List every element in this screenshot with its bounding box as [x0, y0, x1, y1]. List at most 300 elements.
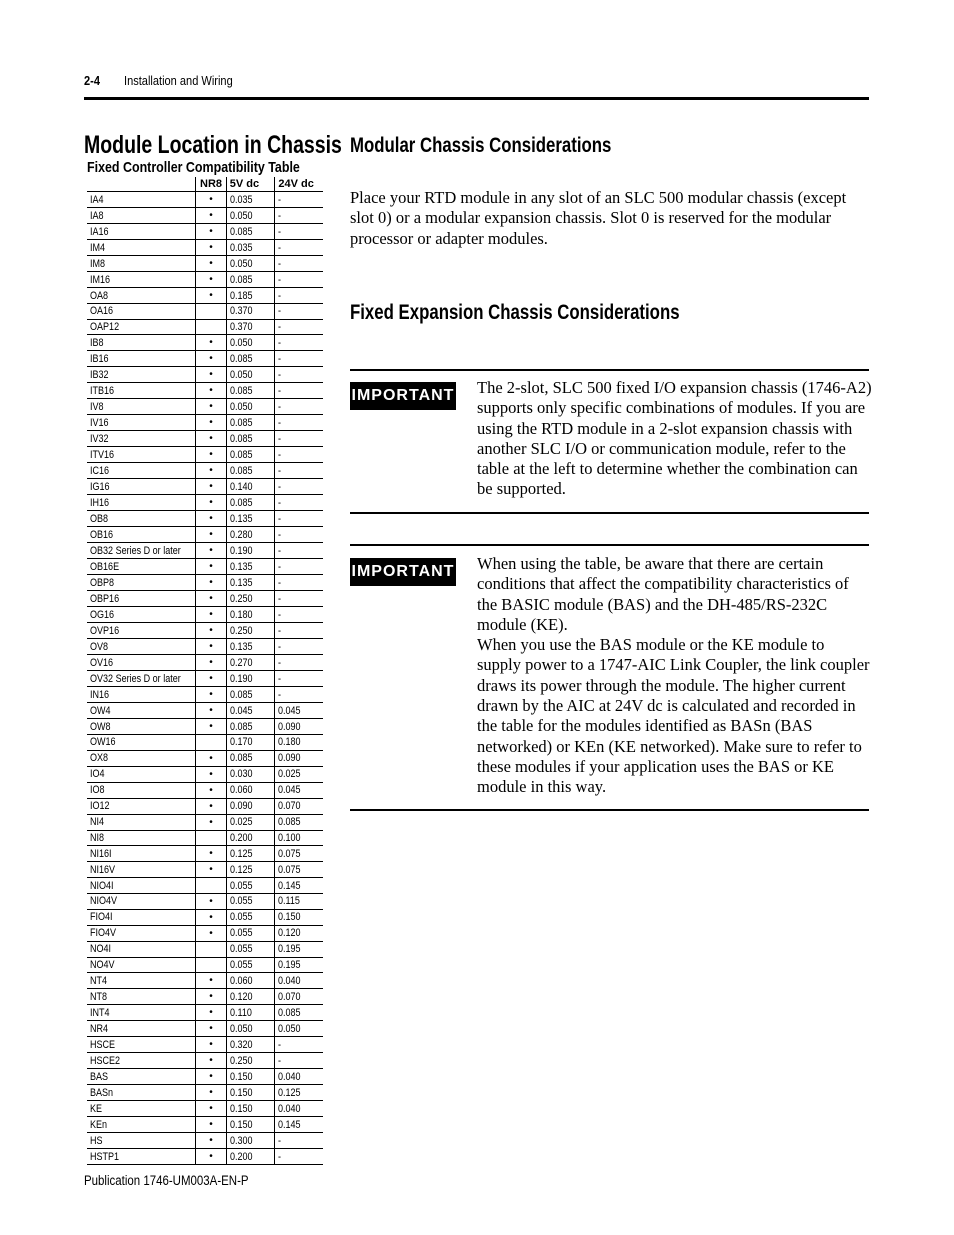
nr8-cell [196, 256, 226, 272]
current-5v-cell [226, 240, 275, 256]
nr8-cell [196, 687, 226, 703]
cell-text: • [209, 210, 213, 221]
cell-text: - [278, 209, 282, 222]
table-row [87, 719, 323, 735]
cell-text: 0.250 [229, 1054, 253, 1067]
cell-text: - [278, 608, 282, 621]
nr8-cell [196, 415, 226, 431]
module-cell [87, 224, 196, 240]
cell-text: • [209, 752, 213, 764]
column-header [87, 177, 196, 192]
current-24v-cell [275, 272, 323, 288]
cell-text: IV16 [90, 416, 109, 429]
compatibility-table [87, 177, 323, 1165]
current-5v-cell [226, 957, 275, 973]
current-24v-cell [275, 399, 323, 415]
cell-text: 0.030 [229, 768, 253, 781]
cell-text: • [209, 1103, 213, 1115]
current-24v-cell [275, 735, 323, 751]
current-24v-cell [275, 925, 323, 941]
current-24v-cell [275, 208, 323, 224]
table-row [87, 431, 323, 447]
current-24v-cell [275, 527, 323, 543]
cell-text: OW4 [90, 704, 111, 717]
table-header-row [87, 177, 323, 192]
cell-text: 0.045 [278, 704, 301, 717]
nr8-cell [196, 798, 226, 814]
table-row [87, 941, 323, 957]
current-5v-cell [226, 973, 275, 989]
nr8-cell [196, 511, 226, 527]
cell-text: 0.085 [229, 273, 253, 286]
cell-text: 0.035 [229, 193, 253, 206]
current-24v-cell [275, 431, 323, 447]
current-5v-cell [226, 782, 275, 798]
cell-text: • [209, 290, 213, 301]
module-cell [87, 671, 196, 687]
cell-text: - [278, 528, 282, 541]
current-5v-cell [226, 543, 275, 559]
cell-text: 0.145 [278, 879, 301, 892]
nr8-cell [196, 846, 226, 862]
module-cell [87, 655, 196, 671]
current-5v-cell [226, 1133, 275, 1149]
current-24v-cell [275, 1101, 323, 1117]
cell-text: • [209, 673, 213, 685]
current-5v-cell [226, 989, 275, 1005]
module-cell [87, 846, 196, 862]
nr8-cell [196, 735, 226, 751]
cell-text: 0.085 [229, 688, 253, 701]
cell-text: - [278, 480, 282, 493]
module-cell [87, 719, 196, 735]
current-24v-cell [275, 782, 323, 798]
cell-text: 0.085 [229, 225, 253, 238]
current-5v-cell [226, 750, 275, 766]
table-row [87, 447, 323, 463]
cell-text: • [209, 657, 213, 669]
current-24v-cell [275, 319, 323, 335]
table-row [87, 224, 323, 240]
module-cell [87, 703, 196, 719]
cell-text: • [209, 385, 213, 397]
module-cell [87, 1101, 196, 1117]
cell-text: 0.050 [229, 400, 253, 413]
nr8-cell [196, 750, 226, 766]
cell-text: 0.040 [278, 1102, 301, 1115]
current-5v-cell [226, 495, 275, 511]
nr8-cell [196, 1117, 226, 1133]
cell-text: NI16I [90, 847, 112, 860]
nr8-cell [196, 383, 226, 399]
current-5v-cell [226, 607, 275, 623]
cell-text: 0.270 [229, 656, 253, 669]
cell-text: • [209, 927, 213, 939]
table-row [87, 798, 323, 814]
module-cell [87, 1005, 196, 1021]
table-row [87, 1037, 323, 1053]
cell-text: • [209, 975, 213, 987]
table-title: Fixed Controller Compatibility Table [87, 159, 300, 176]
nr8-cell [196, 367, 226, 383]
cell-text: • [209, 1151, 213, 1163]
current-5v-cell [226, 351, 275, 367]
current-5v-cell [226, 1117, 275, 1133]
important2-paragraph-1: When using the table, be aware that there are certain conditions that affect the compatibility characteristics of the BASIC module (BAS) and the DH-485/RS-232C module (KE). [477, 554, 849, 634]
current-24v-cell [275, 1085, 323, 1101]
cell-text: IG16 [90, 480, 110, 493]
module-cell [87, 750, 196, 766]
cell-text: 0.150 [229, 1086, 253, 1099]
current-24v-cell [275, 415, 323, 431]
table-row [87, 623, 323, 639]
cell-text: - [278, 544, 282, 557]
cell-text: 0.025 [278, 768, 301, 781]
cell-text: IN16 [90, 688, 110, 701]
cell-text: 0.200 [229, 1150, 253, 1163]
column-header: 24V dc [275, 177, 323, 192]
table-row [87, 415, 323, 431]
cell-text: • [209, 401, 213, 413]
cell-text: IV8 [90, 400, 104, 413]
current-24v-cell [275, 256, 323, 272]
cell-text: • [209, 816, 213, 828]
current-24v-cell [275, 957, 323, 973]
module-cell [87, 431, 196, 447]
current-24v-cell [275, 351, 323, 367]
table-row [87, 655, 323, 671]
cell-text: 0.090 [229, 800, 253, 813]
module-cell [87, 256, 196, 272]
important1-paragraph: The 2-slot, SLC 500 fixed I/O expansion chassis (1746-A2) supports only specific combinations of modules. If you are using the RTD module in a 2-slot expansion chassis with another SLC I/O or communication module, refer to the table at the left to determine whether the combination can be supported. [477, 378, 872, 499]
current-24v-cell [275, 447, 323, 463]
publication-footer: Publication 1746-UM003A-EN-P [84, 1173, 249, 1188]
table-row [87, 1117, 323, 1133]
cell-text: 0.085 [229, 352, 253, 365]
current-5v-cell [226, 335, 275, 351]
table-row [87, 495, 323, 511]
cell-text: OW16 [90, 736, 116, 749]
table-row [87, 511, 323, 527]
current-24v-cell [275, 623, 323, 639]
current-5v-cell [226, 862, 275, 878]
current-24v-cell [275, 383, 323, 399]
current-5v-cell [226, 319, 275, 335]
current-5v-cell [226, 575, 275, 591]
module-cell [87, 1021, 196, 1037]
module-cell [87, 1037, 196, 1053]
cell-text: - [278, 193, 282, 206]
cell-text: - [278, 688, 282, 701]
cell-text: • [209, 577, 213, 589]
table-row [87, 639, 323, 655]
module-cell [87, 830, 196, 846]
module-cell [87, 814, 196, 830]
table-row [87, 925, 323, 941]
cell-text: NT4 [90, 974, 108, 987]
cell-text: 0.200 [229, 832, 253, 845]
cell-text: IA16 [90, 225, 109, 238]
current-5v-cell [226, 703, 275, 719]
cell-text: - [278, 624, 282, 637]
current-24v-cell [275, 1005, 323, 1021]
cell-text: • [209, 226, 213, 237]
nr8-cell [196, 495, 226, 511]
cell-text: BAS [90, 1070, 109, 1083]
current-5v-cell [226, 735, 275, 751]
module-cell [87, 909, 196, 925]
table-row [87, 575, 323, 591]
cell-text: 0.075 [278, 847, 301, 860]
cell-text: 0.085 [229, 464, 253, 477]
cell-text: - [278, 656, 282, 669]
cell-text: - [278, 416, 282, 429]
cell-text: - [278, 672, 282, 685]
cell-text: • [209, 1055, 213, 1067]
cell-text: 0.150 [229, 1070, 253, 1083]
current-5v-cell [226, 272, 275, 288]
cell-text: NI8 [90, 832, 105, 845]
table-row [87, 240, 323, 256]
cell-text: 0.145 [278, 1118, 301, 1131]
table-row [87, 878, 323, 894]
table-row [87, 559, 323, 575]
cell-text: 0.135 [229, 576, 253, 589]
cell-text: 0.180 [229, 608, 253, 621]
current-24v-cell [275, 830, 323, 846]
module-cell [87, 862, 196, 878]
cell-text: 0.300 [229, 1134, 253, 1147]
cell-text: OV32 Series D or later [90, 672, 181, 685]
table-row [87, 766, 323, 782]
cell-text: 0.320 [229, 1038, 253, 1051]
current-24v-cell [275, 814, 323, 830]
module-cell [87, 925, 196, 941]
cell-text: OW8 [90, 720, 111, 733]
current-5v-cell [226, 766, 275, 782]
table-row [87, 973, 323, 989]
cell-text: 0.140 [229, 480, 253, 493]
cell-text: • [209, 561, 213, 573]
cell-text: • [209, 911, 213, 923]
modular-heading: Modular Chassis Considerations [350, 134, 612, 157]
important2-label: IMPORTANT [350, 558, 456, 586]
cell-text: OX8 [90, 752, 109, 765]
current-24v-cell [275, 671, 323, 687]
cell-text: 0.045 [229, 704, 253, 717]
nr8-cell [196, 527, 226, 543]
cell-text: • [209, 1023, 213, 1035]
cell-text: • [209, 1135, 213, 1147]
cell-text: • [209, 481, 213, 493]
module-cell [87, 607, 196, 623]
cell-text: • [209, 465, 213, 477]
nr8-cell [196, 639, 226, 655]
important1-text [477, 378, 872, 500]
table-row [87, 893, 323, 909]
nr8-cell [196, 1101, 226, 1117]
cell-text: • [209, 784, 213, 796]
current-24v-cell [275, 766, 323, 782]
module-cell [87, 989, 196, 1005]
cell-text: OB32 Series D or later [90, 544, 181, 557]
cell-text: - [278, 464, 282, 477]
cell-text: • [209, 864, 213, 876]
nr8-cell [196, 463, 226, 479]
current-24v-cell [275, 367, 323, 383]
module-cell [87, 415, 196, 431]
cell-text: 0.055 [229, 943, 253, 956]
cell-text: • [209, 1119, 213, 1131]
nr8-cell [196, 288, 226, 304]
module-cell [87, 367, 196, 383]
current-24v-cell [275, 1021, 323, 1037]
table-row [87, 703, 323, 719]
current-24v-cell [275, 989, 323, 1005]
table-row [87, 383, 323, 399]
table-row [87, 463, 323, 479]
current-24v-cell [275, 288, 323, 304]
nr8-cell [196, 272, 226, 288]
cell-text: 0.250 [229, 624, 253, 637]
cell-text: 0.055 [229, 958, 253, 971]
cell-text: 0.040 [278, 1070, 301, 1083]
cell-text: - [278, 448, 282, 461]
cell-text: 0.135 [229, 640, 253, 653]
current-24v-cell [275, 909, 323, 925]
current-24v-cell [275, 304, 323, 320]
cell-text: 0.170 [229, 736, 253, 749]
cell-text: - [278, 225, 282, 238]
cell-text: 0.135 [229, 512, 253, 525]
current-24v-cell [275, 495, 323, 511]
cell-text: HSCE [90, 1038, 116, 1051]
cell-text: 0.075 [278, 863, 301, 876]
header-rule [84, 97, 869, 100]
current-24v-cell [275, 335, 323, 351]
modular-text: Place your RTD module in any slot of an SLC 500 modular chassis (except slot 0) or a modular expansion chassis. Slot 0 is reserved for the modular processor or adapter modules. [350, 188, 847, 248]
current-5v-cell [226, 192, 275, 208]
current-24v-cell [275, 511, 323, 527]
cell-text: 0.060 [229, 974, 253, 987]
cell-text: 0.050 [229, 368, 253, 381]
cell-text: 0.125 [229, 863, 253, 876]
cell-text: NI16V [90, 863, 116, 876]
current-5v-cell [226, 1069, 275, 1085]
current-5v-cell [226, 415, 275, 431]
cell-text: • [209, 625, 213, 637]
current-24v-cell [275, 687, 323, 703]
cell-text: 0.370 [229, 305, 253, 318]
nr8-cell [196, 224, 226, 240]
nr8-cell [196, 591, 226, 607]
table-row [87, 957, 323, 973]
table-row [87, 1101, 323, 1117]
current-5v-cell [226, 878, 275, 894]
cell-text: 0.125 [229, 847, 253, 860]
cell-text: • [209, 768, 213, 780]
table-row [87, 288, 323, 304]
cell-text: IA8 [90, 209, 104, 222]
cell-text: OAP12 [90, 320, 120, 333]
module-cell [87, 399, 196, 415]
cell-text: OV8 [90, 640, 109, 653]
cell-text: 0.085 [278, 816, 301, 829]
nr8-cell [196, 319, 226, 335]
cell-text: 0.085 [229, 416, 253, 429]
nr8-cell [196, 941, 226, 957]
cell-text: • [209, 242, 213, 253]
cell-text: • [209, 369, 213, 381]
nr8-cell [196, 240, 226, 256]
current-24v-cell [275, 893, 323, 909]
table-row [87, 1053, 323, 1069]
cell-text: 0.050 [229, 336, 253, 349]
cell-text: • [209, 593, 213, 605]
current-5v-cell [226, 447, 275, 463]
nr8-cell [196, 1021, 226, 1037]
cell-text: - [278, 496, 282, 509]
cell-text: - [278, 273, 282, 286]
cell-text: 0.050 [278, 1022, 301, 1035]
cell-text: - [278, 576, 282, 589]
current-5v-cell [226, 559, 275, 575]
current-5v-cell [226, 1037, 275, 1053]
current-24v-cell [275, 703, 323, 719]
module-cell [87, 575, 196, 591]
nr8-cell [196, 925, 226, 941]
cell-text: NI4 [90, 816, 105, 829]
cell-text: 0.120 [229, 990, 253, 1003]
current-5v-cell [226, 623, 275, 639]
current-24v-cell [275, 479, 323, 495]
cell-text: • [209, 417, 213, 429]
module-cell [87, 1053, 196, 1069]
module-cell [87, 288, 196, 304]
current-5v-cell [226, 511, 275, 527]
cell-text: • [209, 689, 213, 701]
cell-text: IO12 [90, 800, 110, 813]
module-cell [87, 941, 196, 957]
cell-text: • [209, 800, 213, 812]
table-row [87, 192, 323, 208]
cell-text: - [278, 257, 282, 270]
table-row [87, 399, 323, 415]
cell-text: • [209, 641, 213, 653]
table-row [87, 909, 323, 925]
important2-bottom-rule [350, 809, 869, 811]
table-row [87, 256, 323, 272]
cell-text: 0.055 [229, 927, 253, 940]
important1-top-rule [350, 369, 869, 371]
cell-text: • [209, 721, 213, 733]
current-24v-cell [275, 655, 323, 671]
cell-text: • [209, 449, 213, 461]
current-5v-cell [226, 655, 275, 671]
module-cell [87, 766, 196, 782]
nr8-cell [196, 814, 226, 830]
cell-text: • [209, 705, 213, 717]
cell-text: 0.370 [229, 320, 253, 333]
cell-text: 0.135 [229, 560, 253, 573]
cell-text: 0.195 [278, 943, 301, 956]
cell-text: NO4V [90, 958, 115, 971]
module-cell [87, 735, 196, 751]
current-5v-cell [226, 719, 275, 735]
cell-text: 0.110 [229, 1006, 252, 1019]
current-5v-cell [226, 830, 275, 846]
cell-text: 0.070 [278, 800, 301, 813]
